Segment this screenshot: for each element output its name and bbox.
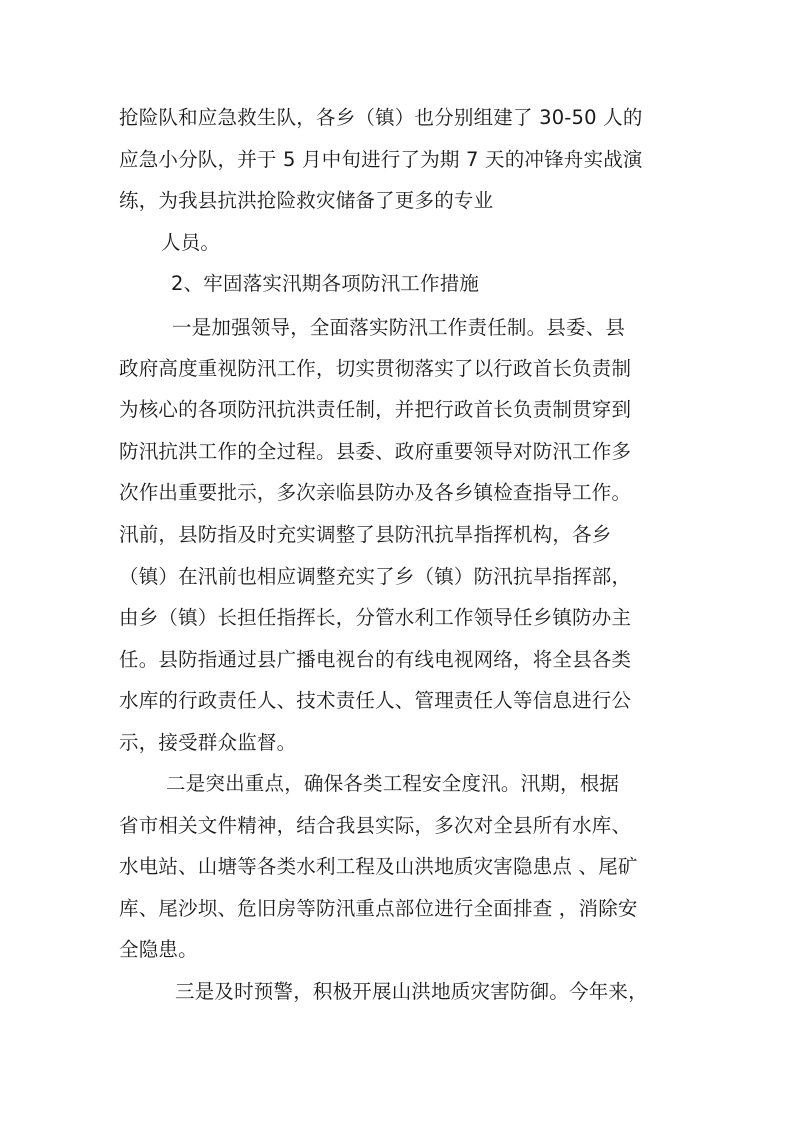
body-text-line: 防汛抗洪工作的全过程。县委、政府重要领导对防汛工作多 [119, 440, 632, 463]
body-text-line: 汛前，县防指及时充实调整了县防汛抗旱指挥机构，各乡 [119, 523, 612, 546]
body-text-line: 抢险队和应急救生队，各乡（镇）也分别组建了 30-50 人的 [119, 106, 643, 129]
body-text-line: 示，接受群众监督。 [119, 731, 297, 754]
body-text-line: 二是突出重点，确保各类工程安全度汛。汛期，根据 [166, 772, 620, 795]
body-text-line: 由乡（镇）长担任指挥长，分管水利工作领导任乡镇防办主 [119, 606, 632, 629]
body-text-line: 任。县防指通过县广播电视台的有线电视网络，将全县各类 [119, 648, 632, 671]
section-heading: 2、牢固落实汛期各项防汛工作措施 [171, 272, 480, 295]
body-text-line: 省市相关文件精神，结合我县实际，多次对全县所有水库、 [119, 814, 632, 837]
body-text-line: 人员。 [161, 231, 221, 254]
body-text-line: 次作出重要批示，多次亲临县防办及各乡镇检查指导工作。 [119, 481, 632, 504]
body-text-line: 政府高度重视防汛工作，切实贯彻落实了以行政首长负责制 [119, 357, 632, 380]
body-text-line: 水库的行政责任人、技术责任人、管理责任人等信息进行公 [119, 689, 632, 712]
body-text-line: 库、尾沙坝、危旧房等防汛重点部位进行全面排查 ，消除安 [119, 897, 638, 920]
body-text-line: 练，为我县抗洪抢险救灾储备了更多的专业 [119, 189, 494, 212]
body-text-line: 应急小分队，并于 5 月中旬进行了为期 7 天的冲锋舟实战演 [119, 148, 643, 171]
body-text-line: 三是及时预警，积极开展山洪地质灾害防御。今年来， [175, 980, 648, 1003]
body-text-line: 为核心的各项防汛抗洪责任制，并把行政首长负责制贯穿到 [119, 398, 632, 421]
body-text-line: 水电站、山塘等各类水利工程及山洪地质灾害隐患点 、尾矿 [119, 855, 638, 878]
body-text-line: （镇）在汛前也相应调整充实了乡（镇）防汛抗旱指挥部， [119, 565, 632, 588]
body-text-line: 一是加强领导，全面落实防汛工作责任制。县委、县 [172, 316, 626, 339]
body-text-line: 全隐患。 [119, 938, 198, 961]
